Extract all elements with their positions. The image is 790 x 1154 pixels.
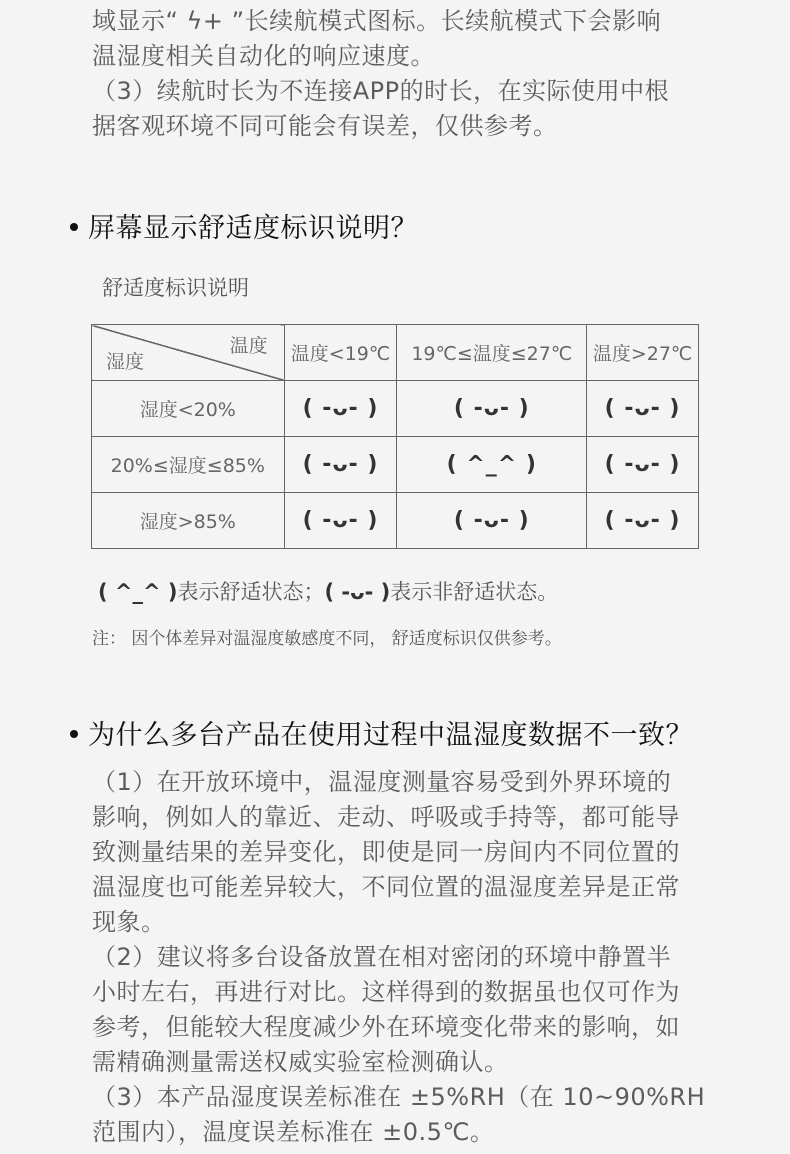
comfort-face-cell: ( -ᴗ- ) [587, 381, 699, 437]
paragraph-line: （2）建议将多台设备放置在相对密闭的环境中静置半 [92, 943, 672, 971]
column-header: 温度>27℃ [587, 325, 699, 381]
paragraph-line: （1）在开放环境中，温湿度测量容易受到外界环境的 [92, 768, 672, 796]
row-header: 20%≤湿度≤85% [92, 437, 285, 493]
paragraph-line: 参考，但能较大程度减少外在环境变化带来的影响，如 [92, 1013, 680, 1041]
table-row [92, 437, 699, 493]
comfort-face: ( ^_^ ) [98, 580, 178, 604]
comfort-face-cell: ( -ᴗ- ) [397, 493, 587, 549]
corner-label-temperature: 温度 [229, 335, 268, 357]
comfort-face-cell: ( ^_^ ) [397, 437, 587, 493]
paragraph-line: 小时左右，再进行对比。这样得到的数据虽也仅可作为 [92, 978, 680, 1006]
column-header: 温度<19℃ [284, 325, 397, 381]
comfort-face-cell: ( -ᴗ- ) [587, 437, 699, 493]
comfort-legend [98, 576, 558, 606]
comfort-face-cell: ( -ᴗ- ) [397, 381, 587, 437]
paragraph-line: （3）本产品湿度误差标准在 ±5%RH（在 10~90%RH [92, 1083, 706, 1111]
paragraph-line: 范围内），温度误差标准在 ±0.5℃。 [92, 1118, 495, 1146]
corner-label-humidity: 湿度 [106, 351, 145, 373]
comfort-legend-text: 表示舒适状态； [177, 580, 325, 604]
comfort-face-cell: ( -ᴗ- ) [284, 493, 397, 549]
intro-line: 域显示“ ϟ+ ”长续航模式图标。长续航模式下会影响 [92, 7, 662, 35]
section-heading-data-inconsistency [70, 713, 693, 752]
section-heading-text: 屏幕显示舒适度标识说明？ [88, 213, 418, 244]
uncomfort-face: ( -ᴗ- ) [324, 580, 391, 604]
paragraph-line: 影响，例如人的靠近、走动、呼吸或手持等，都可能导 [92, 803, 680, 831]
uncomfort-legend-text: 表示非舒适状态。 [390, 580, 559, 604]
column-header: 19℃≤温度≤27℃ [397, 325, 587, 381]
intro-line: （3）续航时长为不连接APP的时长，在实际使用中根 [92, 77, 670, 105]
comfort-table [91, 324, 699, 549]
intro-line: 据客观环境不同可能会有误差，仅供参考。 [92, 112, 558, 140]
table-header-row [92, 325, 699, 381]
bullet-icon [70, 730, 78, 738]
comfort-face-cell: ( -ᴗ- ) [284, 381, 397, 437]
comfort-face-cell: ( -ᴗ- ) [284, 437, 397, 493]
intro-line: 温湿度相关自动化的响应速度。 [92, 42, 435, 70]
section-heading-text: 为什么多台产品在使用过程中温湿度数据不一致？ [88, 720, 693, 751]
table-corner-cell [92, 325, 285, 381]
inconsistency-paragraph [92, 765, 752, 1150]
paragraph-line: 致测量结果的差异变化，即使是同一房间内不同位置的 [92, 838, 680, 866]
row-header: 湿度<20% [92, 381, 285, 437]
paragraph-line: 现象。 [92, 908, 166, 936]
comfort-note: 注： 因个体差异对温湿度敏感度不同， 舒适度标识仅供参考。 [92, 629, 562, 649]
row-header: 湿度>85% [92, 493, 285, 549]
table-row [92, 381, 699, 437]
paragraph-line: 温湿度也可能差异较大，不同位置的温湿度差异是正常 [92, 873, 680, 901]
table-row [92, 493, 699, 549]
section-heading-comfort [70, 206, 418, 245]
bullet-icon [70, 223, 78, 231]
comfort-face-cell: ( -ᴗ- ) [587, 493, 699, 549]
paragraph-line: 需精确测量需送权威实验室检测确认。 [92, 1048, 509, 1076]
intro-paragraph [92, 4, 752, 144]
table-caption: 舒适度标识说明 [102, 276, 249, 300]
